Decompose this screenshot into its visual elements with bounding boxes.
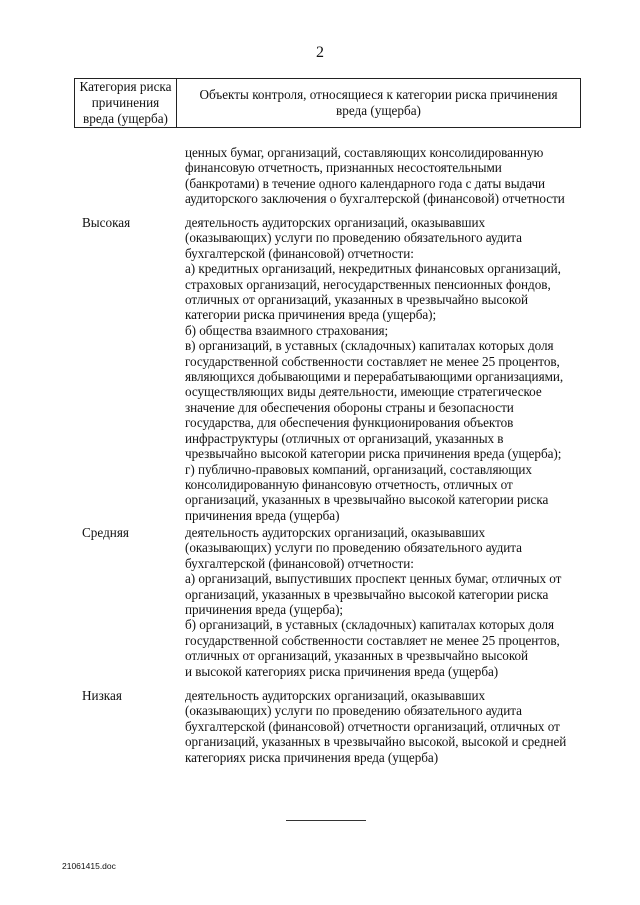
continuation-text: ценных бумаг, организаций, составляющих консолидированную финансовую отчетность, признанных несостоятельными (банкротами) в течение одного календарного года с даты выдачи аудиторского заключения о бухгалтерской (финансовой) отчетности xyxy=(185,145,565,207)
header-objects-cell xyxy=(177,79,581,128)
header-category-cell xyxy=(75,79,177,128)
category-medium: Средняя xyxy=(82,525,129,540)
page-number: 2 xyxy=(316,44,324,61)
end-separator-line xyxy=(286,820,366,821)
objects-high: деятельность аудиторских организаций, оказывавших (оказывающих) услуги по проведению обязательного аудита бухгалтерской (финансовой) отчетности: а) кредитных организаций, некредитных финансовых организаций, страховых организаций, негосударственных пенсионных фондов, отличных от организаций, указанных в чрезвычайно высокой категории риска причинения вреда (ущерба); б) общества взаимного страхования; в) организаций, в уставных (складочных) капиталах которых доля государственной собственности составляет не менее 25 процентов, являющихся добывающими и перерабатывающими организациями, осуществляющих виды деятельности, имеющие стратегическое значение для обеспечения обороны страны и безопасности государства, для обеспечения функционирования объектов инфраструктуры (отличных от организаций, указанных в чрезвычайно высокой категории риска причинения вреда (ущерба); г) публично-правовых компаний, организаций, составляющих консолидированную финансовую отчетность, отличных от организаций, указанных в чрезвычайно высокой категории риска причинения вреда (ущерба) xyxy=(185,215,564,523)
objects-low: деятельность аудиторских организаций, оказывавших (оказывающих) услуги по проведению обязательного аудита бухгалтерской (финансовой) отчетности организаций, отличных от организаций, указанных в чрезвычайно высокой, высокой и средней категориях риска причинения вреда (ущерба) xyxy=(185,688,567,765)
category-high: Высокая xyxy=(82,215,131,230)
category-low: Низкая xyxy=(82,688,122,703)
table-header xyxy=(74,78,581,128)
document-id: 21061415.doc xyxy=(62,861,116,871)
objects-medium: деятельность аудиторских организаций, оказывавших (оказывающих) услуги по проведению обязательного аудита бухгалтерской (финансовой) отчетности: а) организаций, выпустивших проспект ценных бумаг, отличных от организаций, указанных в чрезвычайно высокой категории риска причинения вреда (ущерба); б) организаций, в уставных (складочных) капиталах которых доля государственной собственности составляет не менее 25 процентов, отличных от организаций, указанных в чрезвычайно высокой и высокой категориях риска причинения вреда (ущерба) xyxy=(185,525,562,679)
header-objects-label: Объекты контроля, относящиеся к категории риска причинения вреда (ущерба) xyxy=(199,87,558,118)
header-category-label: Категория риска причинения вреда (ущерба) xyxy=(79,79,172,126)
